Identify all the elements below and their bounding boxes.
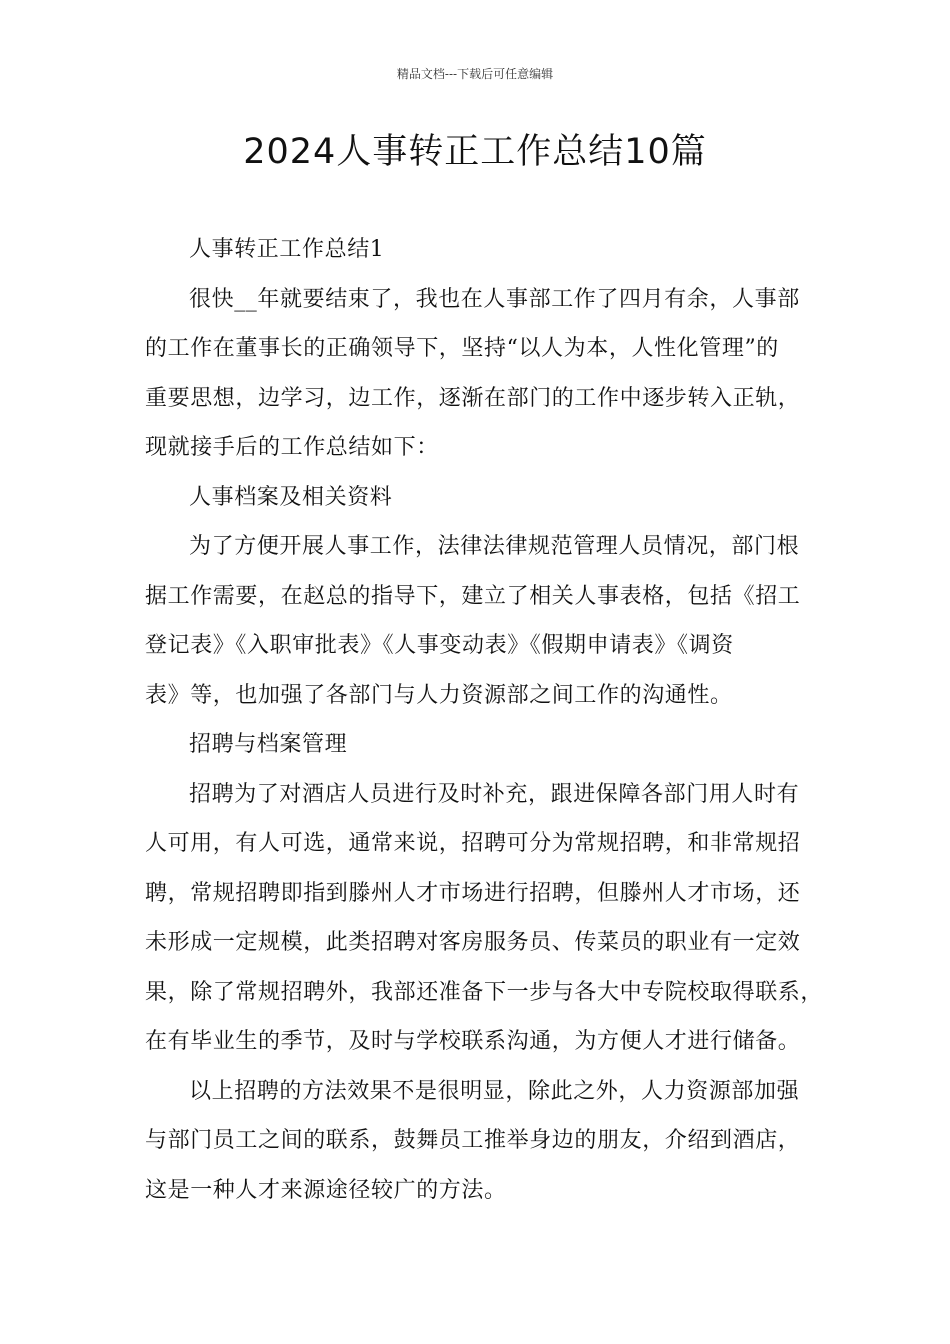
text-line: 表》等，也加强了各部门与人力资源部之间工作的沟通性。 [145, 682, 733, 708]
text-line: 人事档案及相关资料 [189, 484, 393, 510]
paragraph [145, 275, 815, 473]
text-line: 与部门员工之间的联系，鼓舞员工推举身边的朋友，介绍到酒店， [145, 1128, 801, 1153]
text-line: 重要思想，边学习，边工作，逐渐在部门的工作中逐步转入正轨， [145, 385, 801, 411]
page-header: 精品文档---下载后可任意编辑 [396, 67, 554, 81]
text-line: 果，除了常规招聘外，我部还准备下一步与各大中专院校取得联系， [145, 979, 824, 1005]
section-heading-1 [145, 225, 815, 275]
text-line: 这是一种人才来源途径较广的方法。 [145, 1177, 507, 1203]
paragraph [145, 1067, 815, 1216]
text-line: 现就接手后的工作总结如下： [145, 435, 439, 460]
text-line: 在有毕业生的季节，及时与学校联系沟通，为方便人才进行储备。 [145, 1029, 801, 1054]
text-line: 据工作需要，在赵总的指导下，建立了相关人事表格，包括《招工 [145, 583, 801, 609]
text-line: 人可用，有人可选，通常来说，招聘可分为常规招聘，和非常规招 [145, 831, 801, 856]
text-line: 以上招聘的方法效果不是很明显，除此之外，人力资源部加强 [189, 1078, 800, 1104]
text-line: 未形成一定规模，此类招聘对客房服务员、传菜员的职业有一定效 [145, 930, 801, 955]
text-line: 登记表》《入职审批表》《人事变动表》《假期申请表》《调资 [145, 633, 734, 658]
paragraph [145, 522, 815, 720]
text-line: 招聘为了对酒店人员进行及时补充，跟进保障各部门用人时有 [189, 781, 800, 807]
text-line: 招聘与档案管理 [189, 732, 348, 757]
text-line: 聘，常规招聘即指到滕州人才市场进行招聘，但滕州人才市场，还 [145, 880, 801, 906]
document-title: 2024人事转正工作总结10篇 [243, 132, 707, 172]
text-line: 很快__年就要结束了，我也在人事部工作了四月有余，人事部 [189, 286, 800, 312]
document-body [145, 225, 824, 1215]
section-heading-recruitment [145, 720, 815, 770]
text-line: 为了方便开展人事工作，法律法律规范管理人员情况，部门根 [189, 534, 800, 559]
text-line: 的工作在董事长的正确领导下，坚持“以人为本，人性化管理”的 [145, 336, 779, 361]
text-line: 人事转正工作总结1 [189, 237, 385, 262]
section-heading-personnel-files [145, 473, 815, 523]
paragraph [145, 770, 824, 1067]
